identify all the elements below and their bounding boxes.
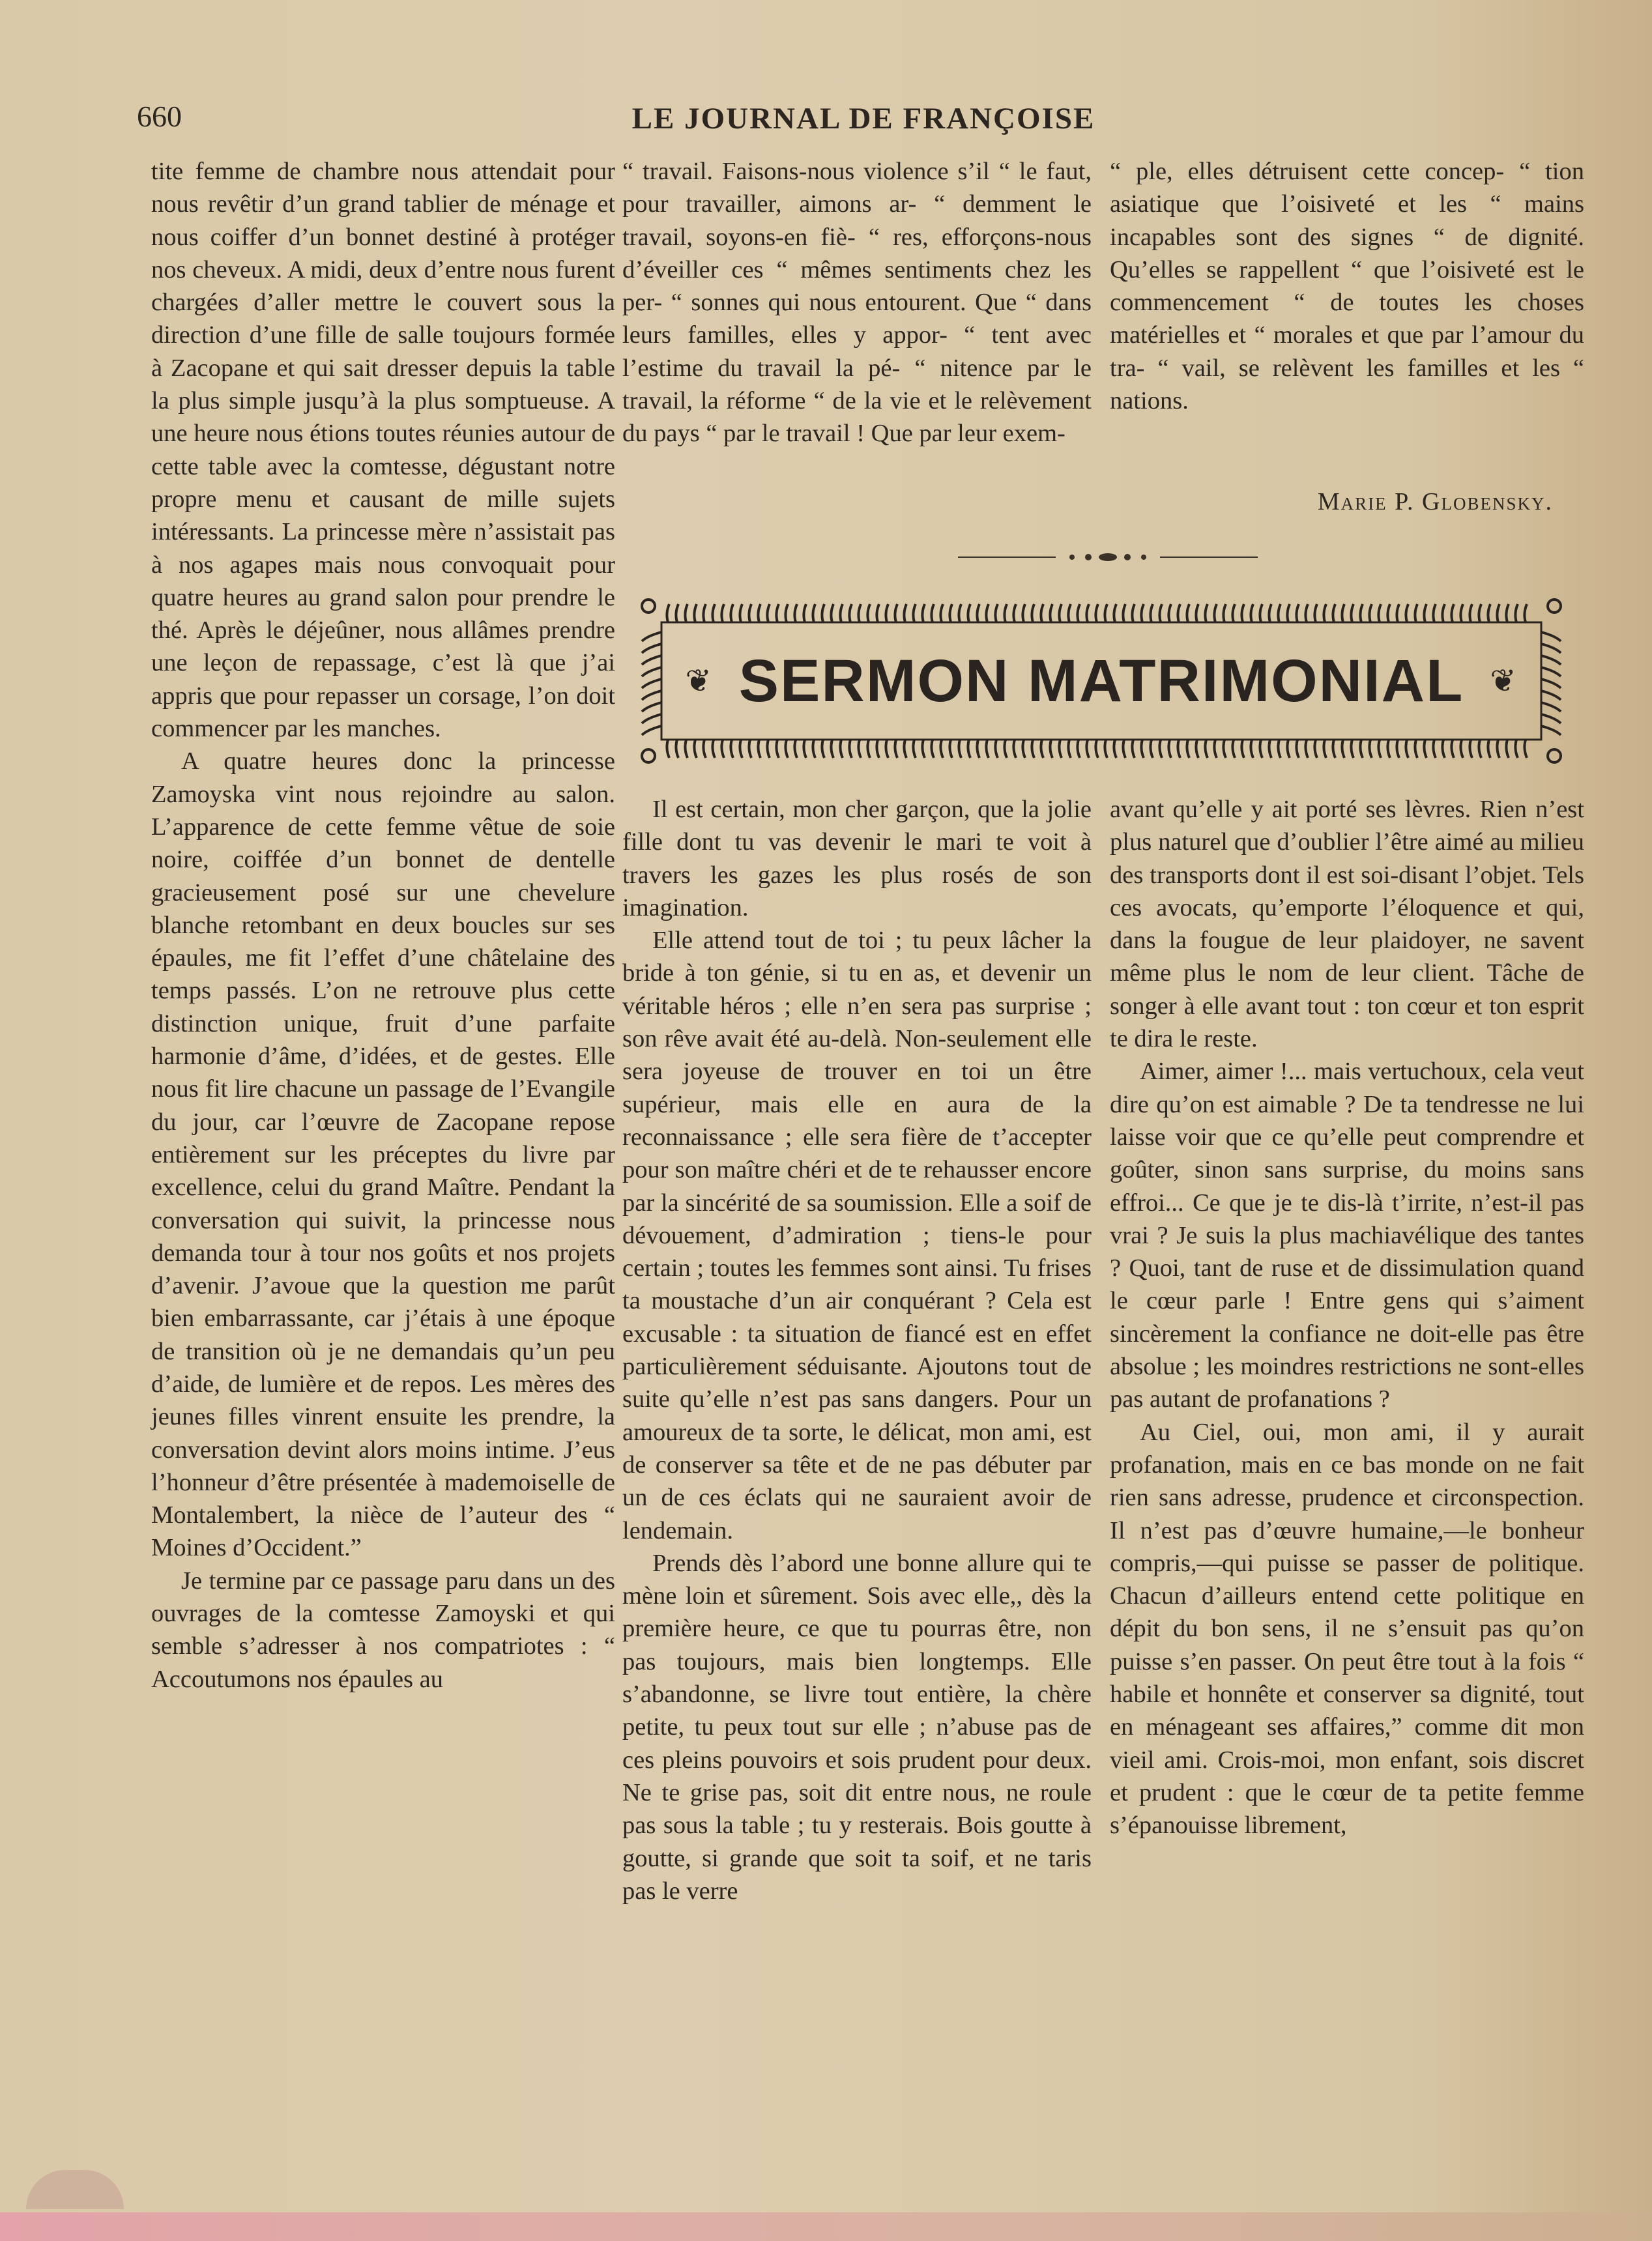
paragraph: Elle attend tout de toi ; tu peux lâcher la bride à ton génie, si tu en as, et devenir un véritable héros ; elle n’en sera pas surprise ; son rêve avait été au-delà. Non-seulement elle sera joyeuse de trouver en toi un être supérieur, mais elle en aura de la reconnaissance ; elle sera fière de t’accepter pour son maître chéri et de te rehausser encore par la sincérité de sa soumission. Elle a soif de dévouement, d’admiration ; tiens-le pour certain ; toutes les femmes sont ainsi. Tu frises ta moustache d’un air conquérant ? Cela est excusable : ta situation de fiancé est en effet particulièrement séduisante. Ajoutons tout de suite qu’elle n’est pas sans dangers. Pour un amoureux de ta sorte, le délicat, mon ami, est de conserver sa tête et de ne pas débuter par un de ces éclats qui ne sauraient avoir de lendemain. (622, 927, 1092, 1544)
article-column-3 (1110, 155, 1584, 417)
fleuron-right-icon: ❦ (1490, 664, 1518, 699)
journal-title: LE JOURNAL DE FRANÇOISE (631, 102, 1095, 136)
paragraph: tite femme de chambre nous attendait pour nous revêtir d’un grand tablier de ménage et nous coiffer d’un bonnet destiné à protéger nos cheveux. A midi, deux d’entre nous furent chargées d’aller mettre le couvert sous la direction d’une fille de salle toujours formée à Zacopane et qui sait dresser depuis la table la plus simple jusqu’à la plus somptueuse. A une heure nous étions toutes réunies autour de cette table avec la comtesse, dégustant notre propre menu et causant de mille sujets intéressants. La princesse mère n’assistait pas à nos agapes mais nous convoquait pour quatre heures au grand salon pour prendre le thé. Après le déjeûner, nous allâmes prendre une leçon de repassage, c’est là que j’ai appris que pour repasser un corsage, l’on doit commencer par les manches. (151, 158, 615, 743)
fleuron-left-icon: ❦ (685, 664, 713, 699)
paragraph: Au Ciel, oui, mon ami, il y aurait profanation, mais en ce bas monde on ne fait rien sans adresse, prudence et circonspection. Il n’est pas d’œuvre humaine,—le bonheur compris,—qui puisse se passer de politique. Chacun d’ailleurs entend cette politique en dépit du bon sens, il ne s’ensuit pas qu’on puisse s’en passer. On peut être tout à la fois “ habile et honnête et conserver sa dignité, tout en ménageant ses affaires,” comme dit mon vieil ami. Crois-moi, mon enfant, sois discret et prudent : que le cœur de ta petite femme s’épanouisse librement, (1110, 1418, 1584, 1840)
sermon-column-left (622, 793, 1092, 1907)
page-edge (0, 2212, 1652, 2241)
paragraph: A quatre heures donc la princesse Zamoyska vint nous rejoindre au salon. L’apparence de cette femme vêtue de soie noire, coiffée d’un bonnet de dentelle gracieusement posé sur une chevelure blanche retombant en deux boucles sur ses épaules, me fit l’effet d’une châtelaine des temps passés. L’on ne retrouve plus cette distinction unique, fruit d’une parfaite harmonie d’âme, d’idées, et de gestes. Elle nous fit lire chacune un passage de l’Evangile du jour, car l’œuvre de Zacopane repose entièrement sur les préceptes du livre par excellence, celui du grand Maître. Pendant la conversation qui suivit, la princesse nous demanda tour à tour nos goûts et nos projets d’avenir. J’avoue que la question me parût bien embarrassante, car j’étais à une époque de transition où je ne demandais qu’un peu d’aide, de lumière et de repos. Les mères des jeunes filles vinrent ensuite les prendre, la conversation devint alors moins intime. J’eus l’honneur d’être présentée à mademoiselle de Montalembert, la nièce de l’auteur des “ Moines d’Occident.” (151, 747, 615, 1562)
article-column-2 (622, 155, 1092, 450)
paragraph: “ ple, elles détruisent cette concep- “ tion asiatique que l’oisiveté et les “ mains incapables sont des signes “ de dignité. Qu’elles se rappellent “ que l’oisiveté est le commencement “ de toutes les choses matérielles et “ morales et que par l’amour du tra- “ vail, se relèvent les familles et les “ nations. (1110, 158, 1584, 415)
paragraph: “ travail. Faisons-nous violence s’il “ le faut, pour travailler, aimons ar- “ demment le travail, soyons-en fiè- “ res, efforçons-nous d’éveiller ces “ mêmes sentiments chez les per- “ sonnes qui nous entourent. Que “ dans leurs familles, elles y appor- “ tent avec l’estime du travail la pé- “ nitence par le travail, la réforme “ de la vie et le relèvement du pays “ par le travail ! Que par leur exem- (622, 158, 1092, 448)
paragraph: Je termine par ce passage paru dans un des ouvrages de la comtesse Zamoyski et qui semble s’adresser à nos compatriotes : “ Accoutumons nos épaules au (151, 1567, 615, 1693)
author-signature: Marie P. Globensky. (1317, 488, 1553, 515)
sermon-column-right (1110, 793, 1584, 1842)
ornamental-divider (958, 547, 1258, 567)
paragraph: Prends dès l’abord une bonne allure qui te mène loin et sûrement. Sois avec elle,, dès la première heure, ce que tu pourras être, non pas toujours, mais bien longtemps. Elle s’abandonne, se livre tout entière, la chère petite, tu peux tout sur elle ; n’abuse pas de ces pleins pouvoirs et sois prudent pour deux. Ne te grise pas, soit dit entre nous, ne roule pas sous la table ; tu y resterais. Bois goutte à goutte, si grande que soit ta soif, et ne taris pas le verre (622, 1549, 1092, 1905)
sermon-title (635, 593, 1567, 769)
sermon-banner (635, 593, 1567, 769)
sermon-title-text: SERMON MATRIMONIAL (738, 647, 1464, 714)
paragraph: avant qu’elle y ait porté ses lèvres. Rien n’est plus naturel que d’oublier l’être aimé au milieu des transports dont il est soi-disant l’objet. Tels ces avocats, qu’emporte l’éloquence et qui, dans la fougue de leur plaidoyer, ne savent même plus le nom de leur client. Tâche de songer à elle avant tout : ton cœur et ton esprit te dira le reste. (1110, 796, 1584, 1053)
paragraph: Aimer, aimer !... mais vertuchoux, cela veut dire qu’on est aimable ? De ta tendresse ne lui laisse voir que ce qu’elle peut comprendre et goûter, sinon sans surprise, du moins sans effroi... Ce que je te dis-là t’irrite, n’est-il pas vrai ? Je suis la plus machiavélique des tantes ? Quoi, tant de ruse et de dissimulation quand le cœur parle ! Entre gens qui s’aiment sincèrement la confiance ne doit-elle pas être absolue ; les moindres restrictions ne sont-elles pas autant de profanations ? (1110, 1058, 1584, 1413)
article-column-1 (151, 155, 615, 1696)
page-stain (26, 2170, 124, 2209)
page-number: 660 (137, 100, 182, 133)
paragraph: Il est certain, mon cher garçon, que la jolie fille dont tu vas devenir le mari te voit à travers les gazes les plus rosés de son imagination. (622, 796, 1092, 921)
